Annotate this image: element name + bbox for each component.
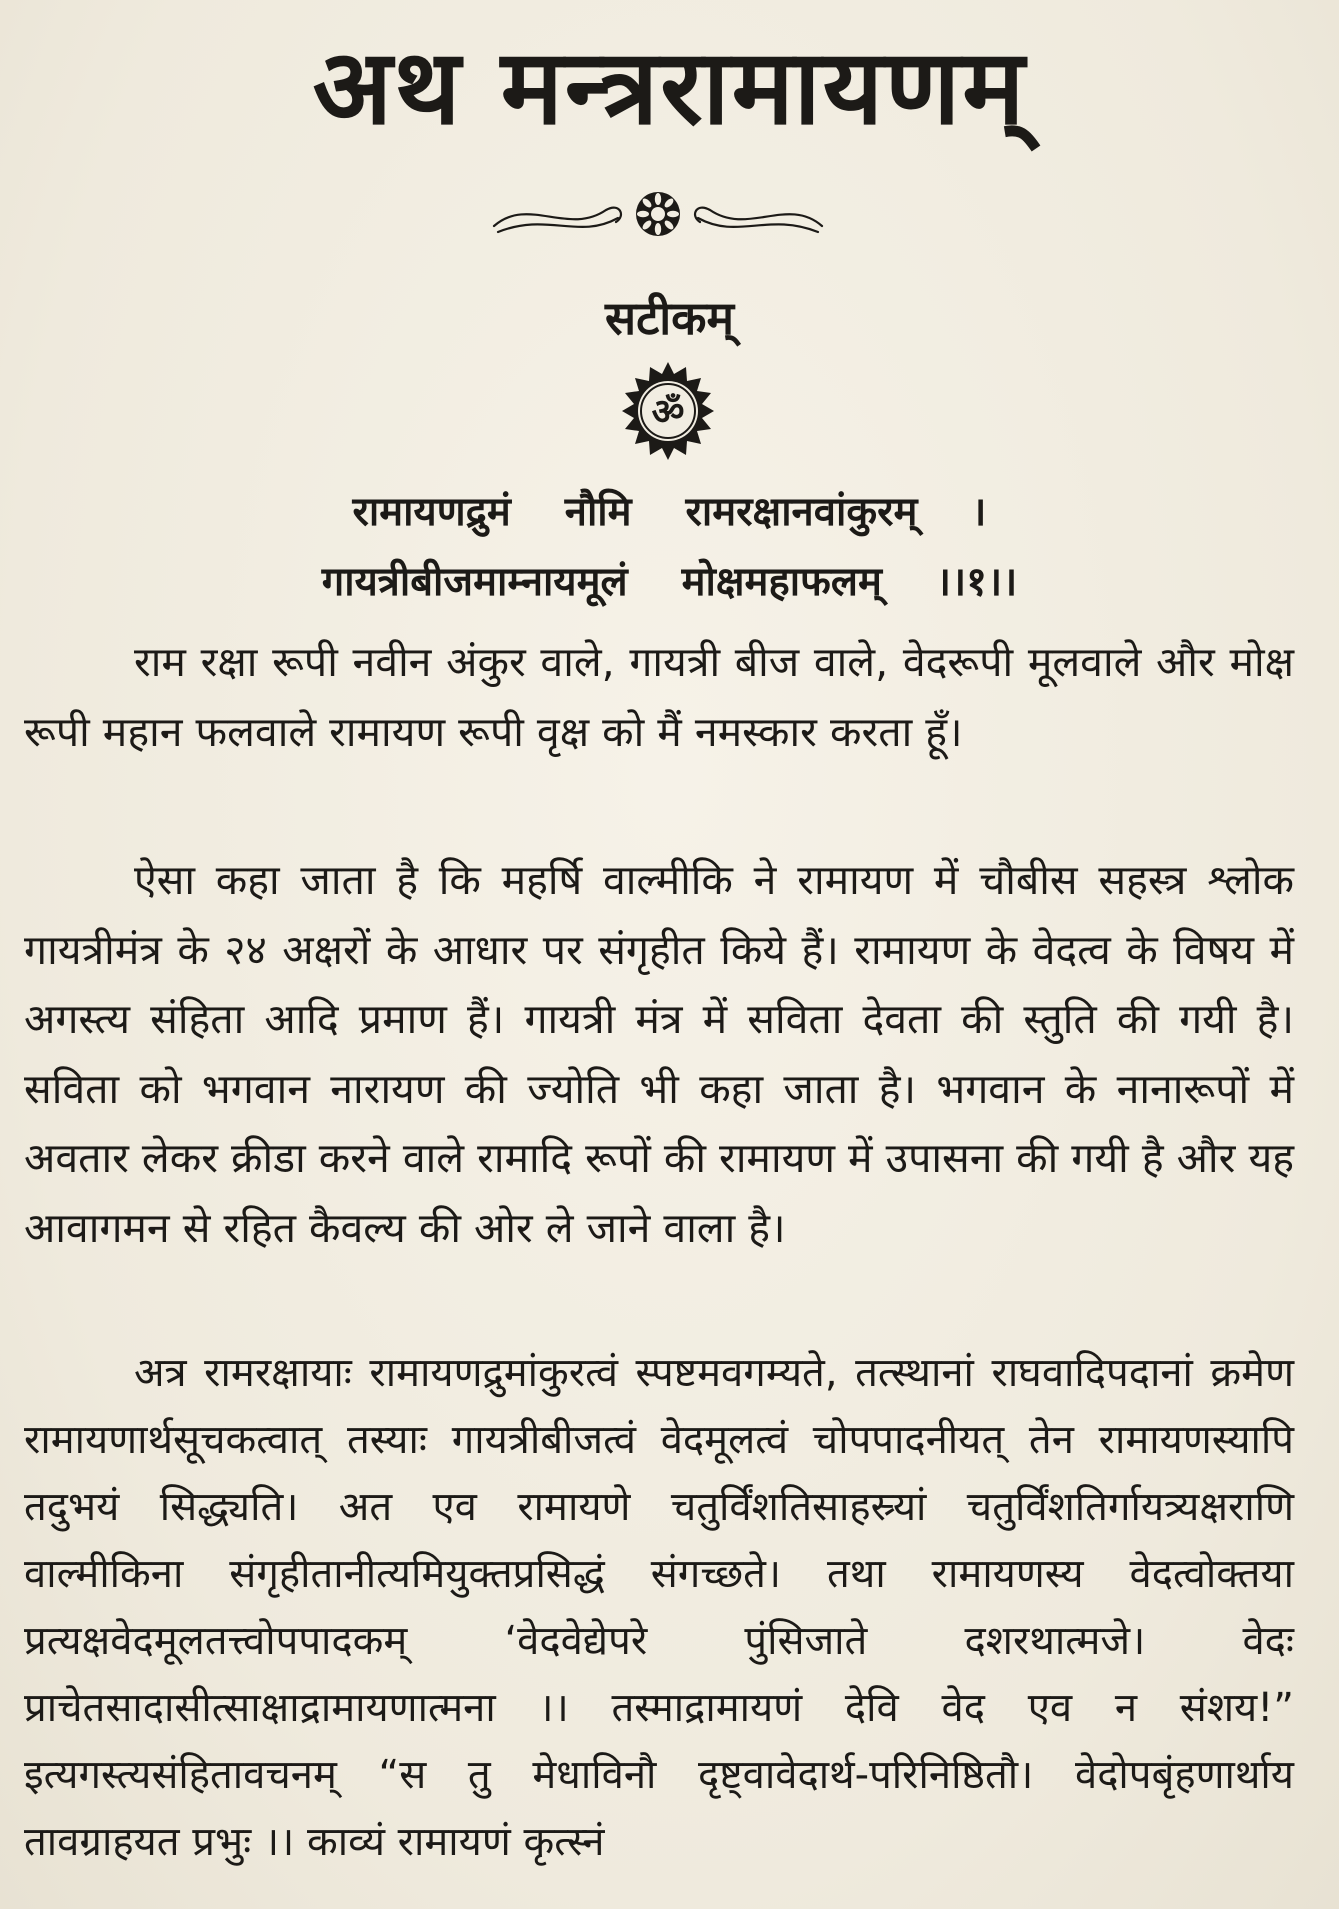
paragraph-explanation: ऐसा कहा जाता है कि महर्षि वाल्मीकि ने रामायण में चौबीस सहस्त्र श्लोक गायत्रीमंत्र के २४ अक्षरों के आधार पर संगृहीत किये हैं। रामायण के वेदत्व के विषय में अगस्त्य संहिता आदि प्रमाण हैं। गायत्री मंत्र में सविता देवता की स्तुति की गयी है। सविता को भगवान नारायण की ज्योति भी कहा जाता है। भगवान के नानारूपों में अवतार लेकर क्रीडा करने वाले रामादि रूपों की रामायण में उपासना की गयी है और यह आवागमन से रहित कैवल्य की ओर ले जाने वाला है।	[24, 856, 1294, 1252]
verse-line-1: रामायणद्रुमं नौमि रामरक्षानवांकुरम् ।	[352, 489, 987, 535]
om-symbol: ॐ	[651, 392, 685, 433]
om-emblem-icon	[617, 360, 719, 462]
page-title: अथ मन्त्ररामायणम्	[312, 26, 1027, 148]
ornamental-divider-icon	[488, 182, 828, 246]
subtitle: सटीकम्	[604, 291, 735, 345]
verse-line-2: गायत्रीबीजमाम्नायमूलं मोक्षमहाफलम् ।।१।।	[321, 559, 1018, 605]
paragraph-sanskrit-commentary: अत्र रामरक्षायाः रामायणद्रुमांकुरत्वं स्पष्टमवगम्यते, तत्स्थानां राघवादिपदानां क्रमेण रामायणार्थसूचकत्वात् तस्याः गायत्रीबीजत्वं वेदमूलत्वं चोपपादनीयत् तेन रामायणस्यापि तदुभयं सिद्ध्यति। अत एव रामायणे चतुर्विंशतिसाहस्र्यां चतुर्विंशतिर्गायत्र्यक्षराणि वाल्मीकिना संगृहीतानीत्यमियुक्तप्रसिद्धं संगच्छते। तथा रामायणस्य वेदत्वोक्तया प्रत्यक्षवेदमूलतत्त्वोपपादकम् ‘वेदवेद्येपरे पुंसिजाते दशरथात्मजे। वेदः प्राचेतसादासीत्साक्षाद्रामायणात्मना ।। तस्माद्रामायणं देवि वेद एव न संशय!” इत्यगस्त्यसंहितावचनम् “स तु मेधाविनौ दृष्ट्वावेदार्थ-परिनिष्ठितौ। वेदोपबृंहणार्थाय तावग्राहयत प्रभुः ।। काव्यं रामायणं कृत्स्नं	[24, 1350, 1294, 1865]
paragraph-translation: राम रक्षा रूपी नवीन अंकुर वाले, गायत्री बीज वाले, वेदरूपी मूलवाले और मोक्ष रूपी महान फलवाले रामायण रूपी वृक्ष को मैं नमस्कार करता हूँ।	[24, 638, 1294, 756]
